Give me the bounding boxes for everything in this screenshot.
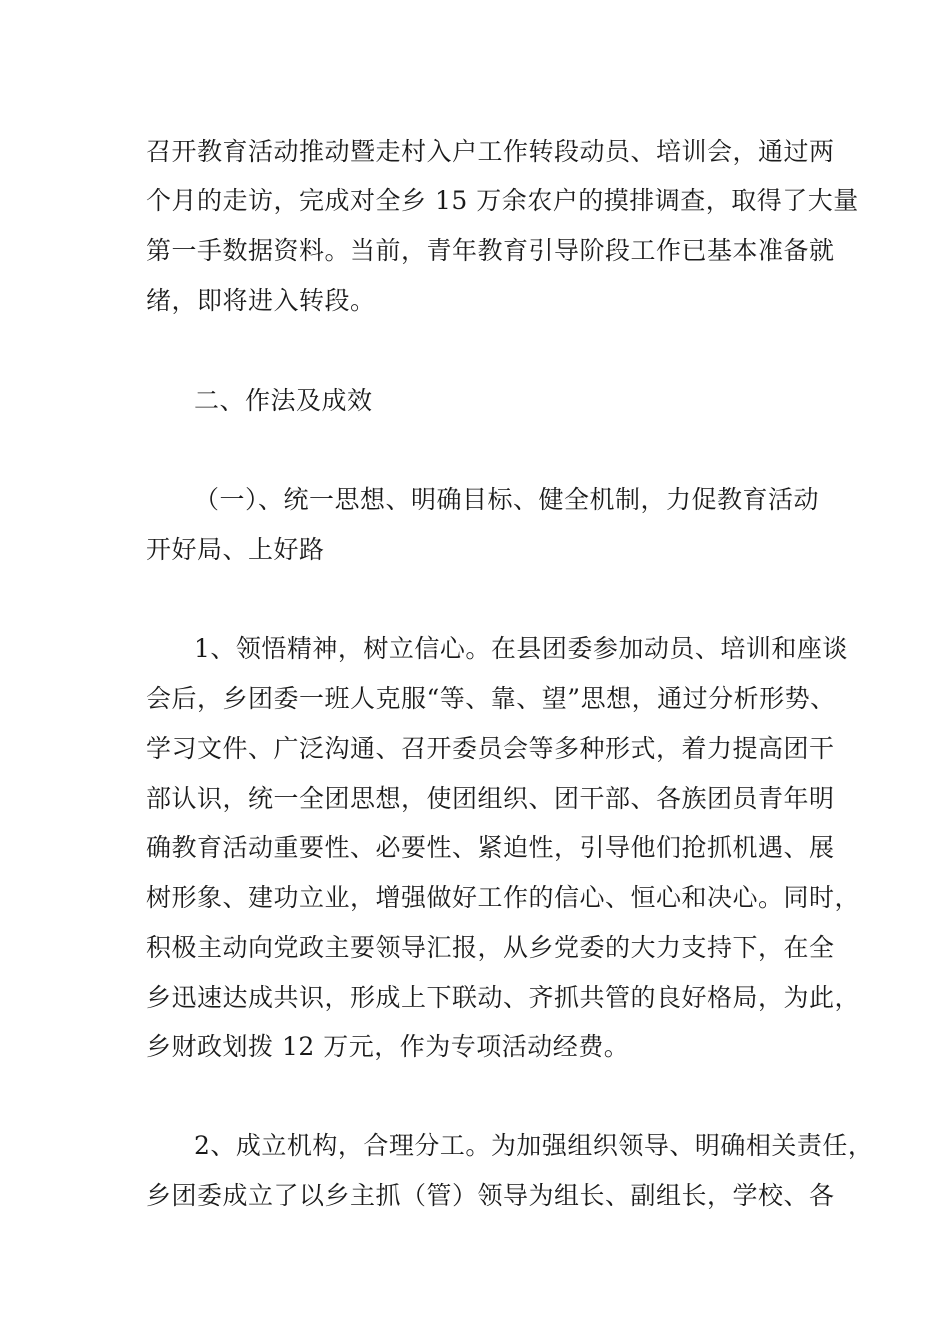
text-line: 个月的走访，完成对全乡 15 万余农户的摸排调查，取得了大量 bbox=[146, 186, 859, 215]
text-line: （一）、统一思想、明确目标、健全机制，力促教育活动 bbox=[194, 485, 820, 514]
section-heading: 二、作法及成效 bbox=[194, 386, 373, 415]
text-line: 1、领悟精神，树立信心。在县团委参加动员、培训和座谈 bbox=[194, 634, 848, 663]
text-line: 乡团委成立了以乡主抓（管）领导为组长、副组长，学校、各 bbox=[146, 1181, 835, 1210]
text-line: 部认识，统一全团思想，使团组织、团干部、各族团员青年明 bbox=[146, 784, 835, 813]
text-line: 第一手数据资料。当前，青年教育引导阶段工作已基本准备就 bbox=[146, 236, 835, 265]
text-line: 2、成立机构，合理分工。为加强组织领导、明确相关责任， bbox=[194, 1131, 874, 1160]
text-line: 绪，即将进入转段。 bbox=[146, 286, 376, 315]
text-line: 确教育活动重要性、必要性、紧迫性，引导他们抢抓机遇、展 bbox=[146, 833, 835, 862]
text-line: 乡迅速达成共识，形成上下联动、齐抓共管的良好格局，为此， bbox=[146, 983, 861, 1012]
text-line: 召开教育活动推动暨走村入户工作转段动员、培训会，通过两 bbox=[146, 137, 835, 166]
text-line: 树形象、建功立业，增强做好工作的信心、恒心和决心。同时， bbox=[146, 883, 861, 912]
text-line: 开好局、上好路 bbox=[146, 535, 325, 564]
text-line: 积极主动向党政主要领导汇报，从乡党委的大力支持下，在全 bbox=[146, 933, 835, 962]
text-line: 乡财政划拨 12 万元，作为专项活动经费。 bbox=[146, 1032, 630, 1061]
text-line: 学习文件、广泛沟通、召开委员会等多种形式，着力提高团干 bbox=[146, 734, 835, 763]
text-line: 会后，乡团委一班人克服“等、靠、望”思想，通过分析形势、 bbox=[146, 684, 836, 713]
